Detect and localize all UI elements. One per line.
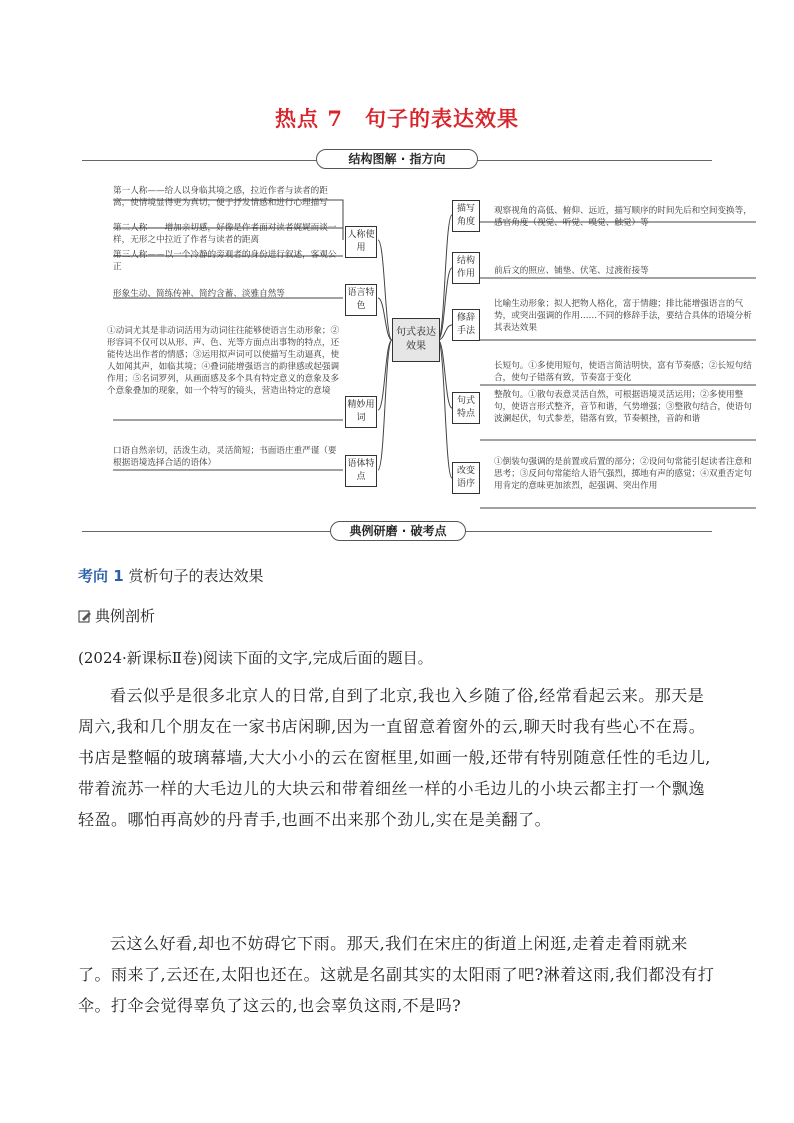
diagram-text: 第一人称——给人以身临其境之感，拉近作者与读者的距离，使情境显得更为真切，便于抒发情感和进行心理描写 (113, 186, 328, 208)
paragraph: 云这么好看,却也不妨碍它下雨。那天,我们在宋庄的街道上闲逛,走着走着雨就来了。雨来了,云还在,太阳也还在。这就是名副其实的太阳雨了吧?淋着这雨,我们都没有打伞。打伞会觉得辜负了这云的,也会辜负这雨,不是吗? (78, 934, 715, 1015)
section-heading (78, 565, 263, 586)
diagram-text: 第三人称——以一个冷静的旁观者的身份进行叙述，客观公正 (113, 250, 337, 272)
diagram-text: 口语自然亲切，活泼生动，灵活简短；书面语庄重严谨（要根据语境选择合适的语体） (113, 446, 337, 468)
paragraph: 看云似乎是很多北京人的日常,自到了北京,我也入乡随了俗,经常看起云来。那天是周六,我和几个朋友在一家书店闲聊,因为一直留意着窗外的云,聊天时我有些心不在焉。书店是整幅的玻璃幕墙,大大小小的云在窗框里,如画一般,还带有特别随意任性的毛边儿,带着流苏一样的大毛边儿的大块云和带着细丝一样的小毛边儿的小块云都主打一个飘逸轻盈。哪怕再高妙的丹青手,也画不出来那个劲儿,实在是美翻了。 (78, 686, 711, 829)
node-words: 精妙用词 (345, 396, 377, 428)
node-order: 改变语序 (452, 462, 480, 494)
node-language: 语言特色 (345, 284, 377, 316)
banner-line (82, 160, 318, 161)
diagram-text: 第二人称——增加亲切感，好像是作者面对读者娓娓而谈一样，无形之中拉近了作者与读者的距离 (113, 223, 337, 245)
diagram-text: 长短句。①多使用短句，使语言简洁明快，富有节奏感；②长短句结合，使句子错落有致，节奏富于变化 (494, 361, 752, 383)
node-angle: 描写角度 (452, 200, 480, 232)
diagram-text: ①倒装句强调的是前置或后置的部分；②设问句常能引起读者注意和思考；③反问句常能给人语气强烈，掷地有声的感觉；④双重否定句用肯定的意味更加浓烈，起强调、突出作用 (494, 457, 752, 491)
diagram-text: 比喻生动形象；拟人把物人格化，富于情趣；排比能增强语言的气势，或突出强调的作用……不同的修辞手法，要结合具体的语境分析其表达效果 (494, 299, 752, 333)
node-sentence: 句式特点 (452, 392, 480, 424)
example-heading-label: 典例剖析 (95, 607, 156, 625)
banner-line (462, 531, 712, 532)
diagram-text: 整散句。①散句表意灵活自然，可根据语境灵活运用；②多使用整句，使语言形式整齐，音节和谐，气势增强；③整散句结合，使语句波澜起伏，句式参差，错落有致，节奏顿挫，音韵和谐 (494, 390, 752, 424)
example-heading (78, 605, 155, 626)
section-banner: 结构图解 · 指方向 (316, 149, 478, 169)
section-banner: 典例研磨 · 破考点 (330, 521, 466, 541)
banner-line (476, 160, 712, 161)
diagram-text: ①动词尤其是非动词活用为动词往往能够使语言生动形象；②形容词不仅可以从形、声、色、光等方面点出事物的特点，还能传达出作者的情感；③运用拟声词可以使描写生动逼真，使人如闻其声，如临其境；④叠词能增强语言的韵律感或起强调作用；⑤名词罗列，从画面感及多个具有特定意义的意象及多个意象叠加的现象，如一个特写的镜头，营造出特定的意境 (107, 326, 340, 396)
edit-icon (78, 609, 92, 623)
node-structure: 结构作用 (452, 252, 480, 284)
node-style: 语体特点 (345, 455, 377, 487)
page-title: 热点 7 句子的表达效果 (275, 106, 519, 131)
diagram-text: 形象生动、简练传神、简约含蓄、淡雅自然等 (113, 289, 285, 299)
node-person: 人称使用 (345, 226, 377, 258)
center-node: 句式表达效果 (392, 318, 440, 362)
diagram-text: 前后文的照应、铺垫、伏笔、过渡衔接等 (494, 266, 649, 276)
section-label: 赏析句子的表达效果 (123, 567, 264, 585)
section-number: 考向 1 (78, 567, 124, 585)
banner-line (82, 531, 332, 532)
source-line: (2024·新课标Ⅱ卷)阅读下面的文字,完成后面的题目。 (78, 649, 433, 667)
node-rhetoric: 修辞手法 (452, 309, 480, 341)
diagram-text: 观察视角的高低、俯仰、远近，描写顺序的时间先后和空间变换等，感官角度（视觉、听觉、嗅觉、触觉）等 (494, 206, 752, 228)
